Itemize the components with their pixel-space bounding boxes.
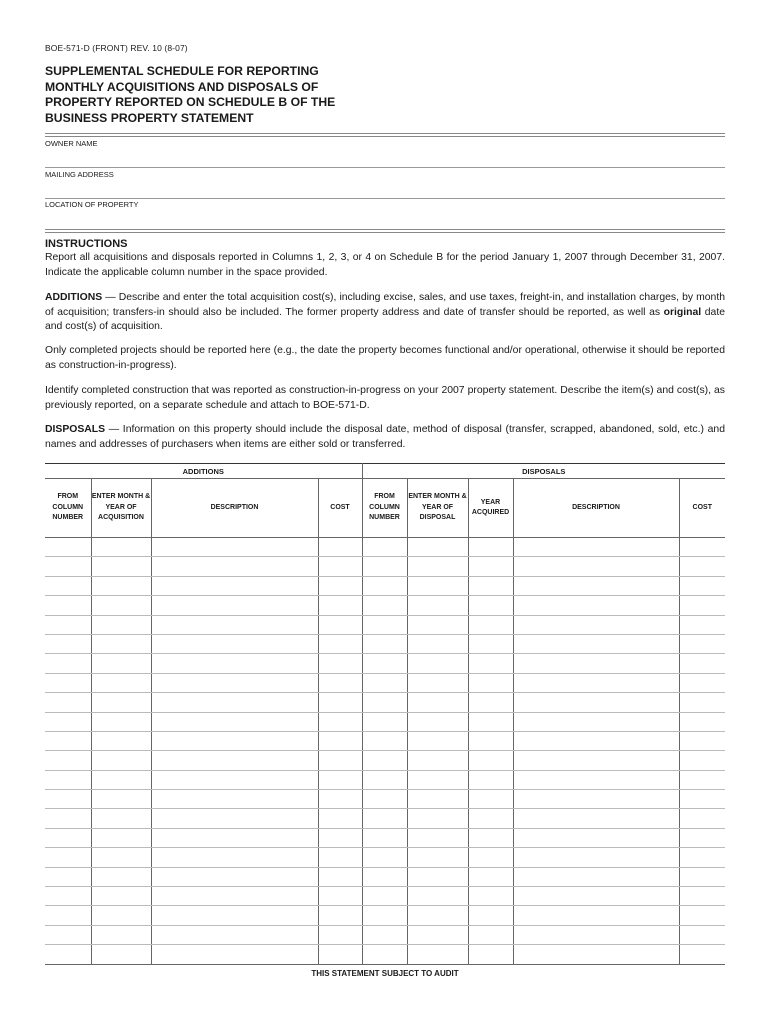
disp-month-year-cell[interactable] bbox=[407, 945, 468, 964]
disposals-text: — Information on this property should include the disposal date, method of disposal (transfer, scrapped, abandoned, sold, etc.) and names and addresses of purchasers when items are either sold or transferred. bbox=[45, 424, 725, 450]
add-cost-cell[interactable] bbox=[318, 654, 362, 673]
table-row bbox=[45, 887, 725, 906]
disp-month-year-cell[interactable] bbox=[407, 538, 468, 557]
additions-label: ADDITIONS bbox=[45, 292, 103, 303]
add-from-column-cell[interactable] bbox=[45, 925, 91, 944]
add-description-cell[interactable] bbox=[151, 654, 318, 673]
disp-month-year-cell[interactable] bbox=[407, 867, 468, 886]
additions-text-1: — Describe and enter the total acquisition cost(s), including excise, sales, and use taxes, freight-in, and installation charges, by month of acquisition; transfers-in should also be included. The former property address and date of transfer should be reported, as well as bbox=[45, 292, 725, 318]
add-from-column-cell[interactable] bbox=[45, 576, 91, 595]
add-description-cell[interactable] bbox=[151, 887, 318, 906]
disp-year-acquired-cell[interactable] bbox=[468, 576, 513, 595]
disposals-col-month-year: ENTER MONTH & YEAR OF DISPOSAL bbox=[407, 479, 468, 538]
disposals-col-description: DESCRIPTION bbox=[513, 479, 679, 538]
add-description-cell[interactable] bbox=[151, 770, 318, 789]
disp-month-year-cell[interactable] bbox=[407, 693, 468, 712]
table-row bbox=[45, 576, 725, 595]
add-month-year-cell[interactable] bbox=[91, 654, 151, 673]
disp-year-acquired-cell[interactable] bbox=[468, 848, 513, 867]
add-description-cell[interactable] bbox=[151, 828, 318, 847]
disp-cost-cell[interactable] bbox=[679, 848, 725, 867]
add-cost-cell[interactable] bbox=[318, 790, 362, 809]
disp-description-cell[interactable] bbox=[513, 751, 679, 770]
disp-year-acquired-cell[interactable] bbox=[468, 906, 513, 925]
disp-month-year-cell[interactable] bbox=[407, 615, 468, 634]
add-cost-cell[interactable] bbox=[318, 867, 362, 886]
add-from-column-cell[interactable] bbox=[45, 634, 91, 653]
disp-from-column-cell[interactable] bbox=[362, 731, 407, 750]
add-from-column-cell[interactable] bbox=[45, 770, 91, 789]
add-cost-cell[interactable] bbox=[318, 751, 362, 770]
add-cost-cell[interactable] bbox=[318, 712, 362, 731]
disp-cost-cell[interactable] bbox=[679, 615, 725, 634]
add-from-column-cell[interactable] bbox=[45, 945, 91, 964]
disp-month-year-cell[interactable] bbox=[407, 731, 468, 750]
disp-year-acquired-cell[interactable] bbox=[468, 654, 513, 673]
disposals-section-header: DISPOSALS bbox=[362, 464, 725, 479]
disp-year-acquired-cell[interactable] bbox=[468, 887, 513, 906]
add-description-cell[interactable] bbox=[151, 790, 318, 809]
add-from-column-cell[interactable] bbox=[45, 906, 91, 925]
add-description-cell[interactable] bbox=[151, 615, 318, 634]
additions-col-from-column: FROM COLUMN NUMBER bbox=[45, 479, 91, 538]
form-title: SUPPLEMENTAL SCHEDULE FOR REPORTING MONTHLY ACQUISITIONS AND DISPOSALS OF PROPERTY REPORTED ON SCHEDULE B OF THE BUSINESS PROPERTY STATEMENT bbox=[45, 64, 336, 125]
disp-month-year-cell[interactable] bbox=[407, 828, 468, 847]
disp-description-cell[interactable] bbox=[513, 790, 679, 809]
disposals-label: DISPOSALS bbox=[45, 424, 106, 435]
add-month-year-cell[interactable] bbox=[91, 906, 151, 925]
add-month-year-cell[interactable] bbox=[91, 596, 151, 615]
disp-month-year-cell[interactable] bbox=[407, 557, 468, 576]
disp-month-year-cell[interactable] bbox=[407, 634, 468, 653]
table-row bbox=[45, 596, 725, 615]
add-description-cell[interactable] bbox=[151, 576, 318, 595]
mailing-address-label: MAILING ADDRESS bbox=[45, 170, 114, 179]
add-from-column-cell[interactable] bbox=[45, 828, 91, 847]
disp-description-cell[interactable] bbox=[513, 634, 679, 653]
disp-from-column-cell[interactable] bbox=[362, 654, 407, 673]
disposals-col-year-acquired: YEAR ACQUIRED bbox=[468, 479, 513, 538]
disp-from-column-cell[interactable] bbox=[362, 693, 407, 712]
add-description-cell[interactable] bbox=[151, 693, 318, 712]
disp-from-column-cell[interactable] bbox=[362, 809, 407, 828]
disp-month-year-cell[interactable] bbox=[407, 848, 468, 867]
disp-from-column-cell[interactable] bbox=[362, 751, 407, 770]
add-month-year-cell[interactable] bbox=[91, 712, 151, 731]
disp-year-acquired-cell[interactable] bbox=[468, 751, 513, 770]
disp-from-column-cell[interactable] bbox=[362, 906, 407, 925]
disp-cost-cell[interactable] bbox=[679, 634, 725, 653]
table-row bbox=[45, 867, 725, 886]
completed-projects-text: Only completed projects should be reported here (e.g., the date the property becomes functional and/or operational, otherwise it should be reported as construction-in-progress). bbox=[45, 345, 725, 371]
disp-year-acquired-cell[interactable] bbox=[468, 615, 513, 634]
disp-cost-cell[interactable] bbox=[679, 712, 725, 731]
location-field[interactable] bbox=[45, 229, 725, 233]
add-description-cell[interactable] bbox=[151, 906, 318, 925]
additions-col-cost: COST bbox=[318, 479, 362, 538]
add-description-cell[interactable] bbox=[151, 557, 318, 576]
table-row bbox=[45, 828, 725, 847]
disp-month-year-cell[interactable] bbox=[407, 925, 468, 944]
add-from-column-cell[interactable] bbox=[45, 751, 91, 770]
table-row bbox=[45, 693, 725, 712]
disp-from-column-cell[interactable] bbox=[362, 615, 407, 634]
additions-section-header: ADDITIONS bbox=[45, 464, 362, 479]
add-cost-cell[interactable] bbox=[318, 576, 362, 595]
disp-month-year-cell[interactable] bbox=[407, 751, 468, 770]
disp-description-cell[interactable] bbox=[513, 828, 679, 847]
cip-text: Identify completed construction that was reported as construction-in-progress on your 2007 property statement. Describe the item(s) and cost(s), as previously reported, on a separate schedule and attach to BOE-571-D. bbox=[45, 385, 725, 411]
table-row bbox=[45, 770, 725, 789]
add-month-year-cell[interactable] bbox=[91, 848, 151, 867]
title-divider bbox=[45, 133, 725, 137]
add-month-year-cell[interactable] bbox=[91, 538, 151, 557]
add-description-cell[interactable] bbox=[151, 848, 318, 867]
disp-month-year-cell[interactable] bbox=[407, 809, 468, 828]
disp-cost-cell[interactable] bbox=[679, 557, 725, 576]
add-month-year-cell[interactable] bbox=[91, 615, 151, 634]
additions-bold: original bbox=[663, 306, 702, 318]
disp-cost-cell[interactable] bbox=[679, 751, 725, 770]
add-from-column-cell[interactable] bbox=[45, 887, 91, 906]
add-description-cell[interactable] bbox=[151, 596, 318, 615]
disp-cost-cell[interactable] bbox=[679, 693, 725, 712]
disp-cost-cell[interactable] bbox=[679, 925, 725, 944]
mailing-address-field[interactable] bbox=[45, 198, 725, 199]
additions-instructions bbox=[45, 291, 725, 335]
form-id: BOE-571-D (FRONT) REV. 10 (8-07) bbox=[45, 43, 188, 53]
add-cost-cell[interactable] bbox=[318, 925, 362, 944]
add-from-column-cell[interactable] bbox=[45, 693, 91, 712]
add-cost-cell[interactable] bbox=[318, 828, 362, 847]
add-cost-cell[interactable] bbox=[318, 887, 362, 906]
disp-from-column-cell[interactable] bbox=[362, 712, 407, 731]
disp-cost-cell[interactable] bbox=[679, 731, 725, 750]
disp-year-acquired-cell[interactable] bbox=[468, 673, 513, 692]
table-row bbox=[45, 906, 725, 925]
table-row bbox=[45, 634, 725, 653]
disp-cost-cell[interactable] bbox=[679, 596, 725, 615]
add-cost-cell[interactable] bbox=[318, 538, 362, 557]
disp-month-year-cell[interactable] bbox=[407, 576, 468, 595]
additions-col-description: DESCRIPTION bbox=[151, 479, 318, 538]
disp-month-year-cell[interactable] bbox=[407, 673, 468, 692]
disp-month-year-cell[interactable] bbox=[407, 712, 468, 731]
disp-year-acquired-cell[interactable] bbox=[468, 693, 513, 712]
disp-month-year-cell[interactable] bbox=[407, 596, 468, 615]
disp-year-acquired-cell[interactable] bbox=[468, 634, 513, 653]
add-from-column-cell[interactable] bbox=[45, 673, 91, 692]
add-month-year-cell[interactable] bbox=[91, 945, 151, 964]
add-cost-cell[interactable] bbox=[318, 809, 362, 828]
add-month-year-cell[interactable] bbox=[91, 557, 151, 576]
disp-description-cell[interactable] bbox=[513, 596, 679, 615]
add-description-cell[interactable] bbox=[151, 538, 318, 557]
add-description-cell[interactable] bbox=[151, 673, 318, 692]
add-cost-cell[interactable] bbox=[318, 634, 362, 653]
table-row bbox=[45, 654, 725, 673]
disp-year-acquired-cell[interactable] bbox=[468, 731, 513, 750]
disp-cost-cell[interactable] bbox=[679, 538, 725, 557]
disp-cost-cell[interactable] bbox=[679, 887, 725, 906]
disp-description-cell[interactable] bbox=[513, 867, 679, 886]
disp-from-column-cell[interactable] bbox=[362, 557, 407, 576]
disposals-col-from-column: FROM COLUMN NUMBER bbox=[362, 479, 407, 538]
disposals-instructions bbox=[45, 423, 725, 452]
disp-from-column-cell[interactable] bbox=[362, 576, 407, 595]
table-row bbox=[45, 809, 725, 828]
disp-from-column-cell[interactable] bbox=[362, 867, 407, 886]
table-row bbox=[45, 538, 725, 557]
table-row bbox=[45, 712, 725, 731]
disp-from-column-cell[interactable] bbox=[362, 828, 407, 847]
add-description-cell[interactable] bbox=[151, 945, 318, 964]
add-month-year-cell[interactable] bbox=[91, 634, 151, 653]
table-row bbox=[45, 557, 725, 576]
add-cost-cell[interactable] bbox=[318, 596, 362, 615]
add-from-column-cell[interactable] bbox=[45, 654, 91, 673]
owner-name-label: OWNER NAME bbox=[45, 139, 98, 148]
add-month-year-cell[interactable] bbox=[91, 887, 151, 906]
disp-description-cell[interactable] bbox=[513, 673, 679, 692]
instructions-heading: INSTRUCTIONS bbox=[45, 238, 128, 250]
disp-year-acquired-cell[interactable] bbox=[468, 828, 513, 847]
add-month-year-cell[interactable] bbox=[91, 809, 151, 828]
disp-from-column-cell[interactable] bbox=[362, 596, 407, 615]
add-from-column-cell[interactable] bbox=[45, 848, 91, 867]
disp-from-column-cell[interactable] bbox=[362, 770, 407, 789]
disp-year-acquired-cell[interactable] bbox=[468, 809, 513, 828]
add-month-year-cell[interactable] bbox=[91, 828, 151, 847]
add-month-year-cell[interactable] bbox=[91, 693, 151, 712]
additions-text-2: date and cost(s) of acquisition. bbox=[45, 306, 725, 332]
disp-year-acquired-cell[interactable] bbox=[468, 770, 513, 789]
disposals-col-cost: COST bbox=[679, 479, 725, 538]
disp-month-year-cell[interactable] bbox=[407, 887, 468, 906]
disp-description-cell[interactable] bbox=[513, 906, 679, 925]
disp-description-cell[interactable] bbox=[513, 693, 679, 712]
add-cost-cell[interactable] bbox=[318, 693, 362, 712]
schedule-table bbox=[45, 463, 725, 965]
add-month-year-cell[interactable] bbox=[91, 731, 151, 750]
disp-from-column-cell[interactable] bbox=[362, 790, 407, 809]
disp-from-column-cell[interactable] bbox=[362, 925, 407, 944]
add-month-year-cell[interactable] bbox=[91, 925, 151, 944]
table-row bbox=[45, 945, 725, 964]
add-description-cell[interactable] bbox=[151, 925, 318, 944]
table-row bbox=[45, 673, 725, 692]
disp-description-cell[interactable] bbox=[513, 770, 679, 789]
location-label: LOCATION OF PROPERTY bbox=[45, 200, 139, 209]
add-month-year-cell[interactable] bbox=[91, 576, 151, 595]
disp-cost-cell[interactable] bbox=[679, 906, 725, 925]
disp-month-year-cell[interactable] bbox=[407, 906, 468, 925]
table-row bbox=[45, 731, 725, 750]
disp-from-column-cell[interactable] bbox=[362, 945, 407, 964]
add-cost-cell[interactable] bbox=[318, 731, 362, 750]
add-cost-cell[interactable] bbox=[318, 848, 362, 867]
disp-year-acquired-cell[interactable] bbox=[468, 945, 513, 964]
add-month-year-cell[interactable] bbox=[91, 673, 151, 692]
form-page bbox=[45, 0, 725, 1024]
add-month-year-cell[interactable] bbox=[91, 867, 151, 886]
disp-description-cell[interactable] bbox=[513, 887, 679, 906]
disp-description-cell[interactable] bbox=[513, 731, 679, 750]
add-from-column-cell[interactable] bbox=[45, 731, 91, 750]
disp-cost-cell[interactable] bbox=[679, 945, 725, 964]
add-cost-cell[interactable] bbox=[318, 945, 362, 964]
add-description-cell[interactable] bbox=[151, 634, 318, 653]
disp-from-column-cell[interactable] bbox=[362, 673, 407, 692]
add-cost-cell[interactable] bbox=[318, 557, 362, 576]
disp-from-column-cell[interactable] bbox=[362, 887, 407, 906]
add-description-cell[interactable] bbox=[151, 867, 318, 886]
schedule-rows bbox=[45, 538, 725, 965]
disp-cost-cell[interactable] bbox=[679, 654, 725, 673]
add-month-year-cell[interactable] bbox=[91, 751, 151, 770]
instructions-intro: Report all acquisitions and disposals reported in Columns 1, 2, 3, or 4 on Schedule B for the period January 1, 2007 through December 31, 2007. Indicate the applicable column number in the space provided. bbox=[45, 252, 725, 278]
add-cost-cell[interactable] bbox=[318, 673, 362, 692]
table-row bbox=[45, 615, 725, 634]
add-from-column-cell[interactable] bbox=[45, 790, 91, 809]
add-from-column-cell[interactable] bbox=[45, 809, 91, 828]
add-cost-cell[interactable] bbox=[318, 906, 362, 925]
disp-month-year-cell[interactable] bbox=[407, 790, 468, 809]
add-month-year-cell[interactable] bbox=[91, 790, 151, 809]
add-description-cell[interactable] bbox=[151, 731, 318, 750]
add-cost-cell[interactable] bbox=[318, 770, 362, 789]
table-row bbox=[45, 790, 725, 809]
add-month-year-cell[interactable] bbox=[91, 770, 151, 789]
table-row bbox=[45, 751, 725, 770]
disp-cost-cell[interactable] bbox=[679, 576, 725, 595]
add-from-column-cell[interactable] bbox=[45, 557, 91, 576]
add-from-column-cell[interactable] bbox=[45, 538, 91, 557]
audit-notice: THIS STATEMENT SUBJECT TO AUDIT bbox=[311, 969, 459, 978]
disp-year-acquired-cell[interactable] bbox=[468, 538, 513, 557]
disp-year-acquired-cell[interactable] bbox=[468, 867, 513, 886]
disp-cost-cell[interactable] bbox=[679, 867, 725, 886]
disp-description-cell[interactable] bbox=[513, 654, 679, 673]
add-description-cell[interactable] bbox=[151, 751, 318, 770]
disp-description-cell[interactable] bbox=[513, 925, 679, 944]
disp-year-acquired-cell[interactable] bbox=[468, 557, 513, 576]
disp-year-acquired-cell[interactable] bbox=[468, 596, 513, 615]
disp-cost-cell[interactable] bbox=[679, 673, 725, 692]
add-from-column-cell[interactable] bbox=[45, 596, 91, 615]
disp-description-cell[interactable] bbox=[513, 848, 679, 867]
add-description-cell[interactable] bbox=[151, 809, 318, 828]
disp-description-cell[interactable] bbox=[513, 557, 679, 576]
disp-description-cell[interactable] bbox=[513, 712, 679, 731]
disp-from-column-cell[interactable] bbox=[362, 848, 407, 867]
table-row bbox=[45, 848, 725, 867]
add-description-cell[interactable] bbox=[151, 712, 318, 731]
disp-month-year-cell[interactable] bbox=[407, 654, 468, 673]
additions-col-month-year: ENTER MONTH & YEAR OF ACQUISITION bbox=[91, 479, 151, 538]
add-cost-cell[interactable] bbox=[318, 615, 362, 634]
disp-description-cell[interactable] bbox=[513, 615, 679, 634]
disp-cost-cell[interactable] bbox=[679, 790, 725, 809]
add-from-column-cell[interactable] bbox=[45, 867, 91, 886]
disp-description-cell[interactable] bbox=[513, 538, 679, 557]
disp-description-cell[interactable] bbox=[513, 809, 679, 828]
disp-from-column-cell[interactable] bbox=[362, 538, 407, 557]
disp-month-year-cell[interactable] bbox=[407, 770, 468, 789]
add-from-column-cell[interactable] bbox=[45, 712, 91, 731]
disp-from-column-cell[interactable] bbox=[362, 634, 407, 653]
disp-description-cell[interactable] bbox=[513, 945, 679, 964]
disp-year-acquired-cell[interactable] bbox=[468, 790, 513, 809]
disp-cost-cell[interactable] bbox=[679, 828, 725, 847]
add-from-column-cell[interactable] bbox=[45, 615, 91, 634]
disp-year-acquired-cell[interactable] bbox=[468, 712, 513, 731]
disp-cost-cell[interactable] bbox=[679, 809, 725, 828]
disp-year-acquired-cell[interactable] bbox=[468, 925, 513, 944]
table-row bbox=[45, 925, 725, 944]
disp-description-cell[interactable] bbox=[513, 576, 679, 595]
disp-cost-cell[interactable] bbox=[679, 770, 725, 789]
owner-name-field[interactable] bbox=[45, 167, 725, 168]
